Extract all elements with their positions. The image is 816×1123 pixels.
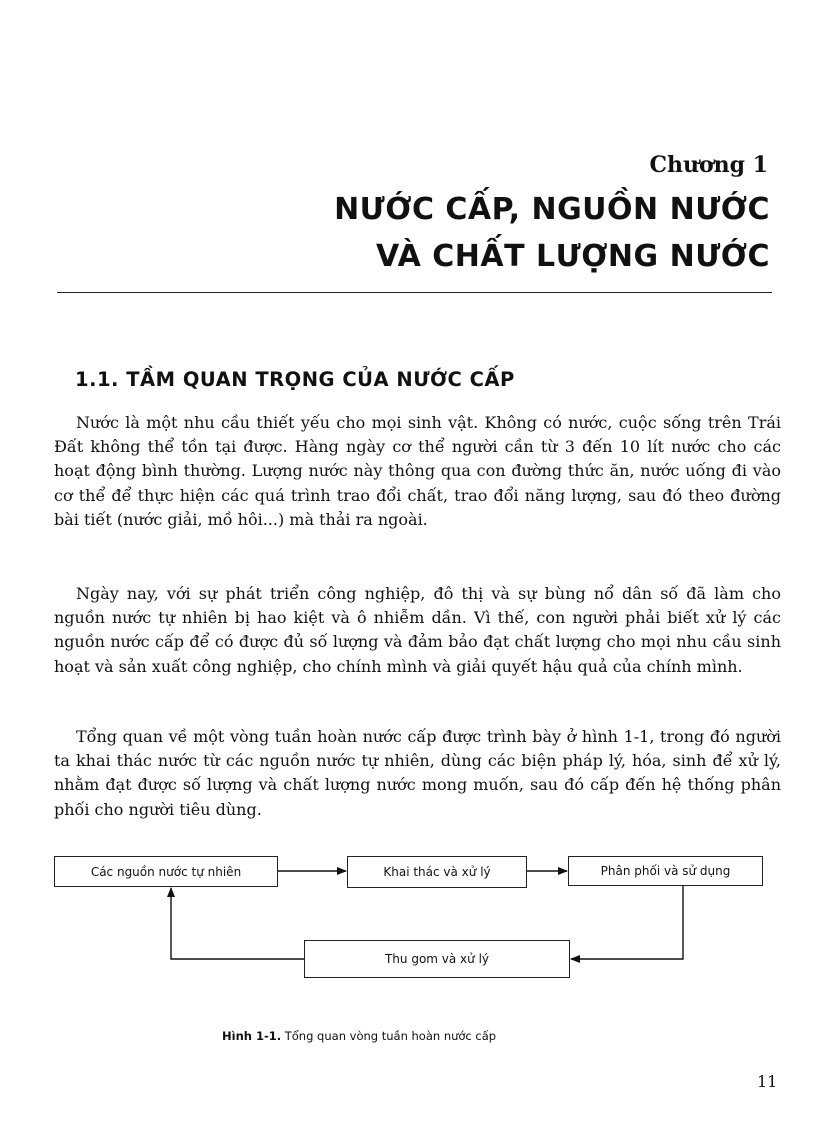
arrow-collect-to-natural bbox=[171, 888, 304, 959]
diagram-box-distribution: Phân phối và sử dụng bbox=[568, 856, 763, 886]
paragraph-1: Nước là một nhu cầu thiết yếu cho mọi sinh vật. Không có nước, cuộc sống trên Trái Đất không thể tồn tại được. Hàng ngày cơ thể người cần từ 3 đến 10 lít nước cho các hoạt động bình thường. Lượng nước này thông qua con đường thức ăn, nước uống đi vào cơ thể để thực hiện các quá trình trao đổi chất, trao đổi năng lượng, sau đó theo đường bài tiết (nước giải, mồ hôi...) mà thải ra ngoài. bbox=[54, 413, 781, 529]
diagram-box-extraction: Khai thác và xử lý bbox=[347, 856, 527, 888]
figure-caption-text: Tổng quan vòng tuần hoàn nước cấp bbox=[281, 1029, 497, 1043]
figure-caption bbox=[222, 1029, 496, 1043]
diagram-box-collection: Thu gom và xử lý bbox=[304, 940, 570, 978]
page-number: 11 bbox=[757, 1072, 778, 1091]
chapter-title-line-1: NƯỚC CẤP, NGUỒN NƯỚC bbox=[334, 192, 770, 227]
chapter-title-line-2: VÀ CHẤT LƯỢNG NƯỚC bbox=[375, 239, 770, 274]
figure-caption-label: Hình 1-1. bbox=[222, 1029, 282, 1043]
paragraph-3: Tổng quan về một vòng tuần hoàn nước cấp được trình bày ở hình 1-1, trong đó người ta khai thác nước từ các nguồn nước tự nhiên, dùng các biện pháp lý, hóa, sinh để xử lý, nhằm đạt được số lượng và chất lượng nước mong muốn, sau đó cấp đến hệ thống phân phối cho người tiêu dùng. bbox=[54, 727, 781, 819]
diagram-box-natural-water: Các nguồn nước tự nhiên bbox=[54, 856, 278, 887]
chapter-label: Chương 1 bbox=[649, 152, 768, 178]
paragraph-2: Ngày nay, với sự phát triển công nghiệp, đô thị và sự bùng nổ dân số đã làm cho nguồn nước tự nhiên bị hao kiệt và ô nhiễm dần. Vì thế, con người phải biết xử lý các nguồn nước cấp để có được đủ số lượng và đảm bảo đạt chất lượng cho mọi nhu cầu sinh hoạt và sản xuất công nghiệp, cho chính mình và giải quyết hậu quả của chính mình. bbox=[54, 584, 781, 676]
title-divider bbox=[57, 292, 772, 293]
arrow-distribute-to-collect bbox=[571, 886, 683, 959]
section-heading: 1.1. TẦM QUAN TRỌNG CỦA NƯỚC CẤP bbox=[75, 368, 515, 391]
